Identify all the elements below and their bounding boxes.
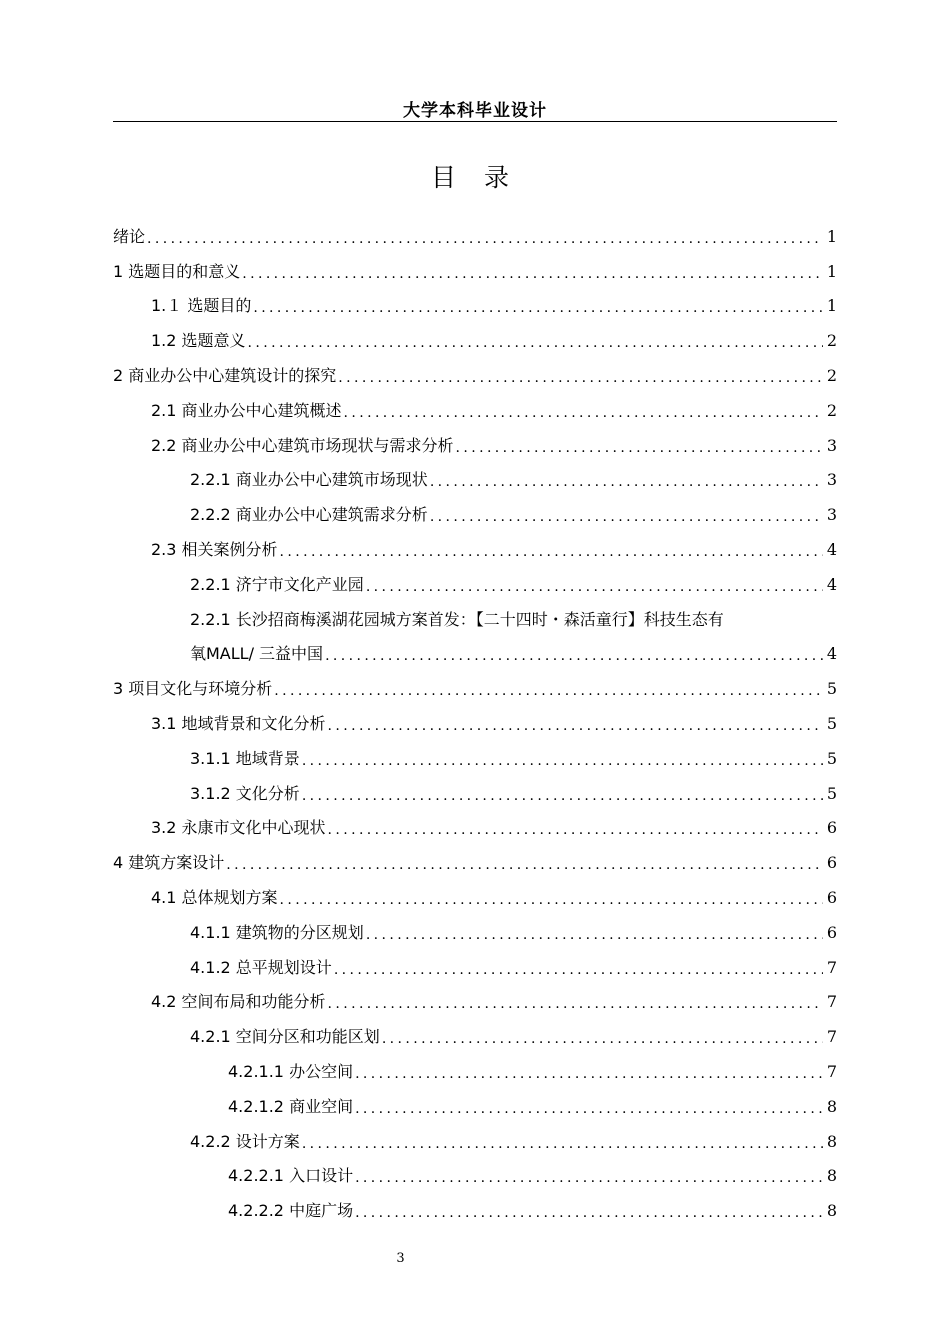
toc-entry[interactable] (113, 810, 837, 845)
toc-entry-page: 3 (826, 470, 837, 490)
toc-entry-page: 8 (826, 1096, 837, 1116)
toc-entry-text: 4.2.2.1 入口设计 (228, 1166, 354, 1186)
toc-entry-text: 2.2.1 济宁市文化产业园 (190, 574, 364, 594)
toc-entry-page: 2 (826, 331, 837, 351)
toc-entry-page: 8 (826, 1201, 837, 1221)
toc-entry-text: 2.2.2 商业办公中心建筑需求分析 (190, 505, 428, 525)
toc-entry-text: 2.3 相关案例分析 (151, 539, 278, 559)
toc-dot-leader (456, 438, 823, 458)
toc-entry-text: 3.2 永康市文化中心现状 (151, 818, 326, 838)
toc-entry[interactable] (113, 775, 837, 810)
toc-dot-leader (302, 1134, 823, 1154)
toc-dot-leader (338, 368, 823, 388)
toc-entry-page: 3 (826, 435, 837, 455)
toc-entry-page: 5 (826, 783, 837, 803)
table-of-contents (113, 218, 837, 1227)
toc-entry-text: 4.1.1 建筑物的分区规划 (190, 922, 364, 942)
toc-entry-page: 2 (826, 365, 837, 385)
toc-entry-text-line: 2.2.1 长沙招商梅溪湖花园城方案首发：【二十四时・森活童行】科技生态有 (190, 609, 724, 629)
toc-entry[interactable] (113, 288, 837, 323)
toc-entry-text: 4 建筑方案设计 (113, 853, 225, 873)
toc-entry[interactable] (113, 531, 837, 566)
toc-entry-page: 4 (826, 539, 837, 559)
toc-entry-text: 2.1 商业办公中心建筑概述 (151, 400, 342, 420)
page-number: 3 (396, 1251, 405, 1266)
toc-dot-leader (248, 333, 823, 353)
toc-entry-text: 3 项目文化与环境分析 (113, 679, 273, 699)
toc-entry-text: 4.2.2 设计方案 (190, 1131, 300, 1151)
toc-entry[interactable] (113, 496, 837, 531)
toc-dot-leader (147, 229, 823, 249)
toc-dot-leader (242, 264, 823, 284)
toc-entry-text: 4.2.1.1 办公空间 (228, 1061, 354, 1081)
toc-entry[interactable] (113, 670, 837, 705)
toc-entry[interactable] (113, 740, 837, 775)
toc-entry-text: 2.2 商业办公中心建筑市场现状与需求分析 (151, 435, 454, 455)
toc-entry-text: 氧MALL/ 三益中国 (190, 644, 324, 664)
toc-dot-leader (226, 855, 823, 875)
toc-entry-page: 7 (826, 1061, 837, 1081)
toc-dot-leader (366, 925, 823, 945)
toc-dot-leader (302, 751, 823, 771)
toc-entry-page: 7 (826, 957, 837, 977)
toc-entry[interactable] (113, 392, 837, 427)
toc-entry-page: 6 (826, 818, 837, 838)
toc-entry-text: 3.1.1 地域背景 (190, 748, 300, 768)
toc-entry-page: 4 (826, 574, 837, 594)
toc-entry-page: 2 (826, 400, 837, 420)
toc-dot-leader (302, 786, 823, 806)
toc-entry[interactable] (113, 462, 837, 497)
toc-entry[interactable] (113, 1158, 837, 1193)
toc-entry-text: 绪论 (113, 226, 146, 246)
toc-entry-page: 5 (826, 679, 837, 699)
toc-entry-text: 3.1.2 文化分析 (190, 783, 300, 803)
toc-entry-page: 3 (826, 505, 837, 525)
toc-entry-text: 3.1 地域背景和文化分析 (151, 713, 326, 733)
toc-dot-leader (355, 1099, 823, 1119)
toc-entry[interactable] (113, 566, 837, 601)
toc-dot-leader (325, 646, 823, 666)
toc-dot-leader (328, 716, 823, 736)
toc-entry-page: 6 (826, 887, 837, 907)
toc-entry[interactable] (113, 1123, 837, 1158)
toc-entry-page: 8 (826, 1131, 837, 1151)
toc-dot-leader (366, 577, 823, 597)
toc-entry-page: 5 (826, 748, 837, 768)
header-divider (113, 121, 837, 122)
toc-entry[interactable] (113, 879, 837, 914)
toc-entry-page: 1 (826, 226, 837, 246)
toc-entry-text: 1.１ 选题目的 (151, 296, 252, 316)
toc-entry-text: 1 选题目的和意义 (113, 261, 241, 281)
toc-entry[interactable] (113, 427, 837, 462)
toc-entry[interactable] (113, 949, 837, 984)
toc-entry[interactable] (113, 914, 837, 949)
toc-entry-text: 2 商业办公中心建筑设计的探究 (113, 365, 337, 385)
toc-entry-text: 4.1 总体规划方案 (151, 887, 278, 907)
toc-entry[interactable] (113, 218, 837, 253)
toc-heading: 目 录 (431, 163, 519, 192)
document-header-title: 大学本科毕业设计 (403, 101, 547, 121)
toc-dot-leader (280, 542, 823, 562)
toc-entry-page: 6 (826, 853, 837, 873)
toc-entry[interactable] (113, 357, 837, 392)
toc-entry[interactable] (113, 1088, 837, 1123)
toc-entry-text: 4.2.1 空间分区和功能区划 (190, 1027, 380, 1047)
toc-entry-page: 5 (826, 713, 837, 733)
toc-entry-text: 4.2.1.2 商业空间 (228, 1096, 354, 1116)
toc-entry[interactable] (113, 984, 837, 1019)
toc-entry[interactable] (113, 844, 837, 879)
toc-entry-page: 7 (826, 1027, 837, 1047)
toc-entry-text: 1.2 选题意义 (151, 331, 246, 351)
toc-entry-page: 1 (826, 261, 837, 281)
toc-entry[interactable] (113, 322, 837, 357)
toc-entry[interactable] (113, 705, 837, 740)
toc-dot-leader (253, 298, 822, 318)
toc-entry-page: 7 (826, 992, 837, 1012)
toc-dot-leader (280, 890, 823, 910)
toc-entry-text: 4.2.2.2 中庭广场 (228, 1201, 354, 1221)
toc-entry[interactable] (113, 1192, 837, 1227)
toc-entry-text: 4.2 空间布局和功能分析 (151, 992, 326, 1012)
toc-dot-leader (328, 820, 823, 840)
toc-entry[interactable] (113, 1018, 837, 1053)
toc-dot-leader (382, 1029, 823, 1049)
toc-entry[interactable] (113, 636, 837, 671)
toc-dot-leader (334, 960, 823, 980)
toc-entry-page: 4 (826, 644, 837, 664)
toc-entry[interactable] (113, 253, 837, 288)
toc-dot-leader (328, 994, 823, 1014)
toc-dot-leader (430, 472, 823, 492)
toc-entry-page: 1 (826, 296, 837, 316)
toc-entry-page: 6 (826, 922, 837, 942)
toc-dot-leader (355, 1064, 823, 1084)
toc-entry-page: 8 (826, 1166, 837, 1186)
toc-dot-leader (274, 681, 823, 701)
toc-entry-text: 2.2.1 商业办公中心建筑市场现状 (190, 470, 428, 490)
toc-dot-leader (355, 1203, 823, 1223)
toc-dot-leader (355, 1168, 823, 1188)
toc-dot-leader (430, 507, 823, 527)
toc-entry[interactable] (113, 1053, 837, 1088)
toc-entry-text: 4.1.2 总平规划设计 (190, 957, 332, 977)
toc-dot-leader (344, 403, 823, 423)
